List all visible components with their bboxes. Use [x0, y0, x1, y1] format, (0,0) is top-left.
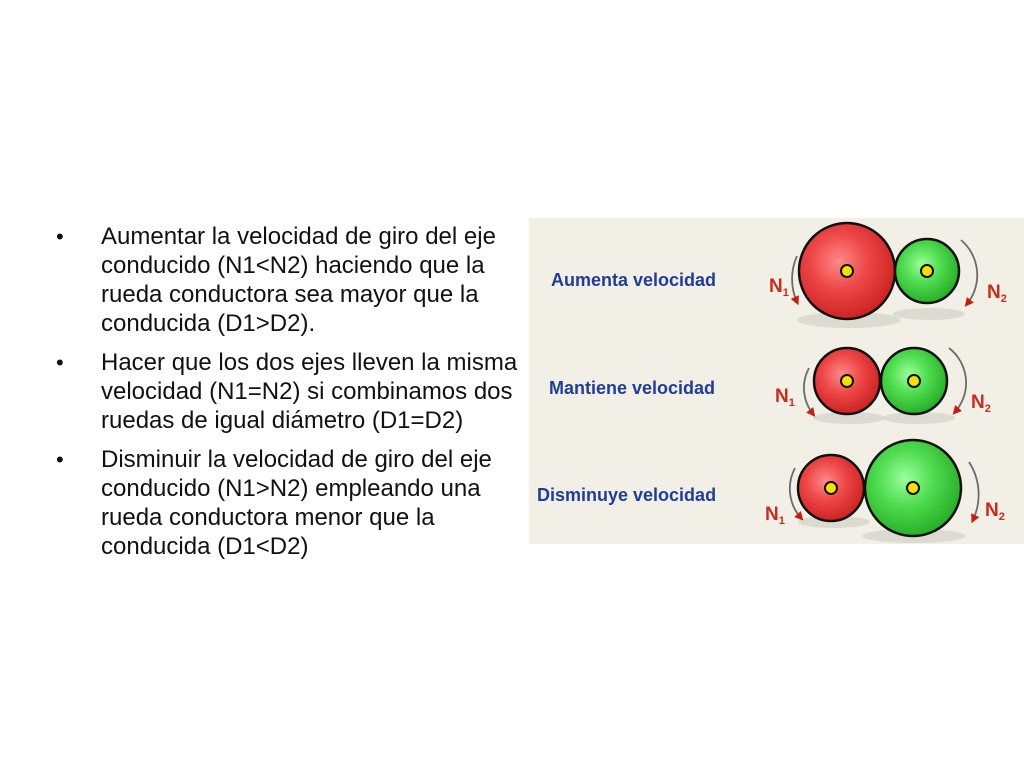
n2-label: $N_2$ [971, 392, 991, 415]
n2-label: $N_2$ [987, 282, 1007, 305]
row-label-mantiene: Mantiene velocidad [549, 378, 716, 398]
n1-label: $N_1$ [769, 276, 789, 299]
pulley-diagram-svg [529, 218, 1024, 544]
pulley-pair-disminuye [765, 440, 1005, 543]
bullet-text: Hacer que los dos ejes lleven la misma velocidad (N1=N2) si combinamos dos ruedas de igual diámetro (D1=D2) [101, 349, 518, 434]
pulley-pair-mantiene [775, 348, 991, 424]
rotation-arrow-icon [804, 368, 813, 414]
bullet-dot: • [56, 224, 64, 249]
row-label-disminuye: Disminuye velocidad [537, 485, 717, 505]
bullet-item [56, 222, 536, 338]
rotation-arrow-icon [792, 256, 797, 302]
pulley-pair-aumenta [769, 223, 1007, 328]
bullet-text: Disminuir la velocidad de giro del eje conducido (N1>N2) empleando una rueda conductora menor que la conducida (D1<D2) [101, 446, 492, 560]
axle-icon [841, 265, 853, 277]
axle-icon [921, 265, 933, 277]
bullet-dot: • [56, 350, 64, 375]
rotation-arrow-icon [969, 462, 979, 520]
pulley-diagram [529, 218, 1024, 544]
rotation-arrow-icon [949, 348, 966, 412]
axle-icon [908, 375, 920, 387]
bullet-item [56, 348, 536, 435]
bullet-list [56, 222, 536, 571]
bullet-item [56, 445, 536, 561]
axle-icon [841, 375, 853, 387]
rotation-arrow-icon [961, 240, 977, 304]
n2-label: $N_2$ [985, 500, 1005, 523]
n1-label: $N_1$ [775, 386, 795, 409]
axle-icon [825, 482, 837, 494]
row-label-aumenta: Aumenta velocidad [551, 270, 717, 290]
bullet-dot: • [56, 447, 64, 472]
axle-icon [907, 482, 919, 494]
n1-label: $N_1$ [765, 504, 785, 527]
bullet-text: Aumentar la velocidad de giro del eje conducido (N1<N2) haciendo que la rueda conductora sea mayor que la conducida (D1>D2). [101, 223, 496, 337]
